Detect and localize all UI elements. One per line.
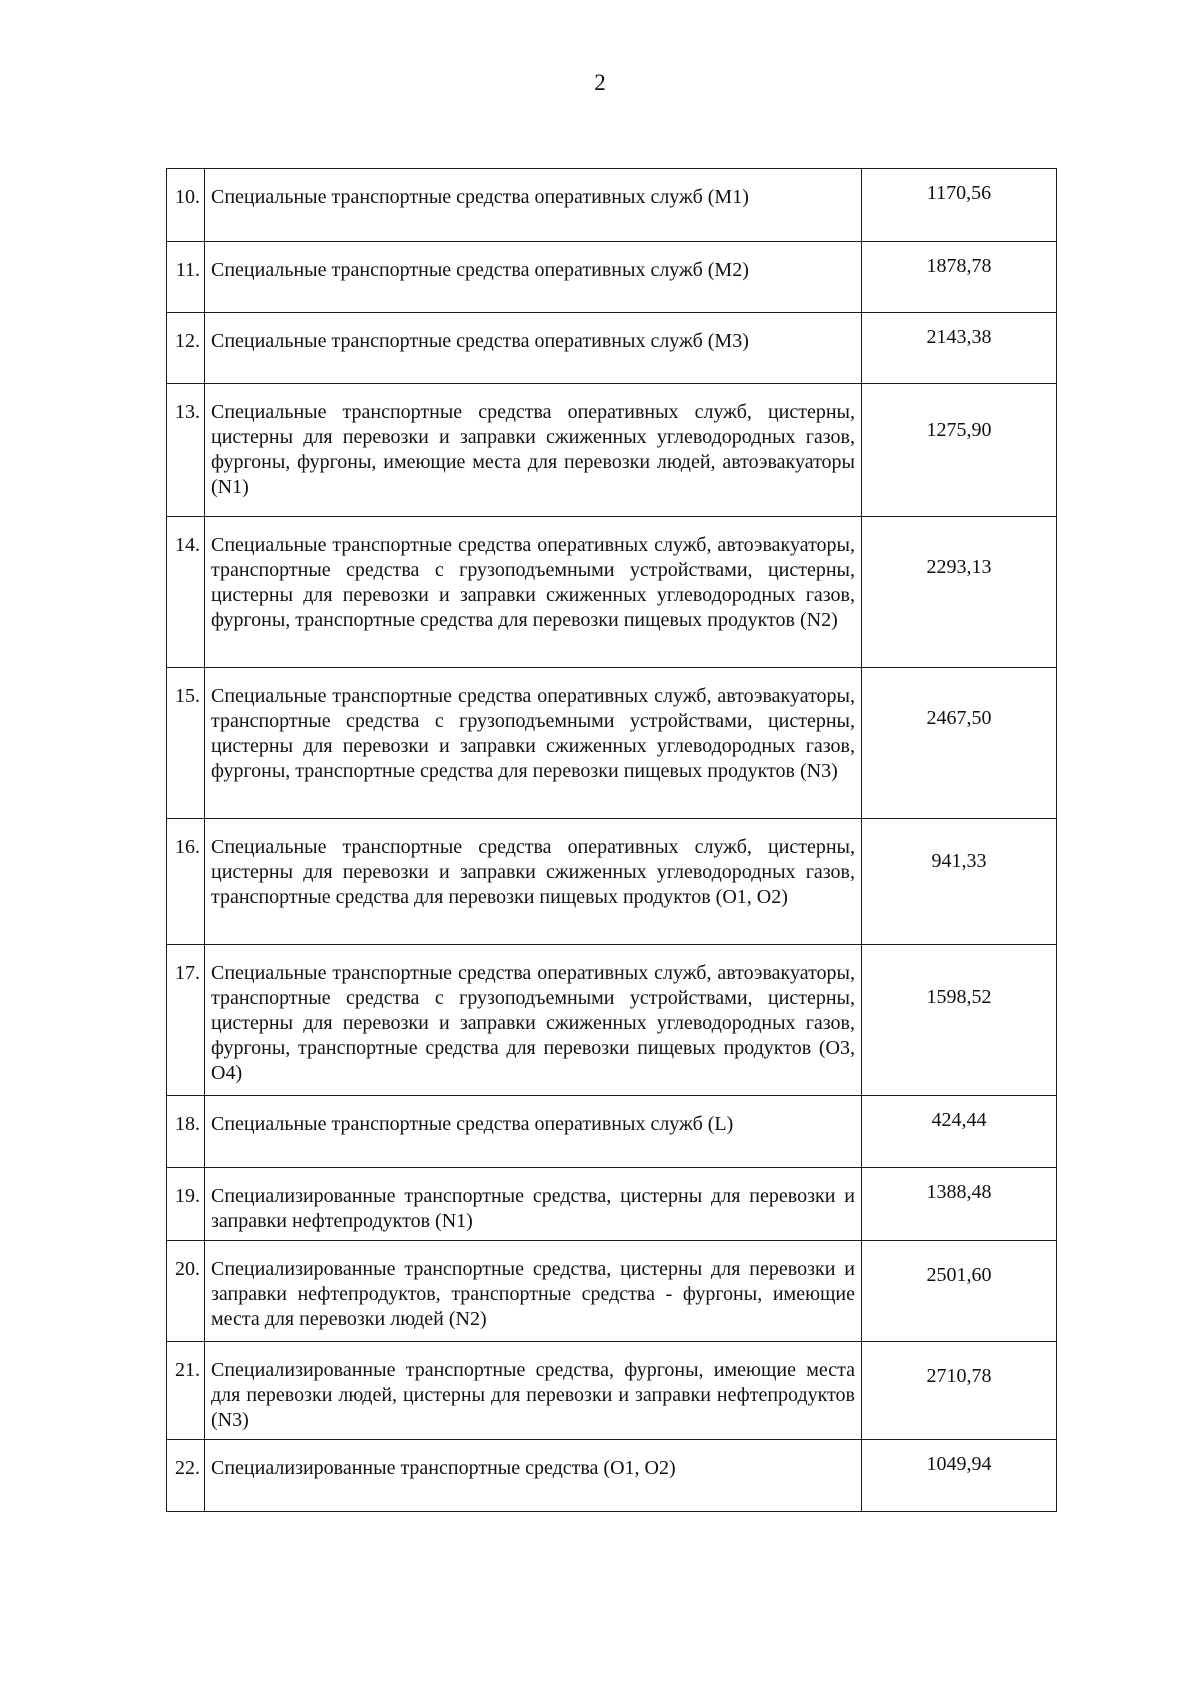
table-row (167, 1440, 1057, 1512)
table-row (167, 1342, 1057, 1440)
table-row (167, 1168, 1057, 1241)
row-value: 2143,38 (862, 313, 1057, 384)
row-value: 1049,94 (862, 1440, 1057, 1512)
row-description: Специальные транспортные средства оперативных служб (М1) (205, 169, 862, 242)
row-number: 13. (167, 384, 205, 517)
row-description: Специальные транспортные средства оперативных служб (L) (205, 1096, 862, 1168)
table-row (167, 517, 1057, 668)
row-value: 1275,90 (862, 384, 1057, 517)
row-number: 15. (167, 668, 205, 819)
row-number: 21. (167, 1342, 205, 1440)
tariff-table (166, 168, 1057, 1512)
row-value: 941,33 (862, 819, 1057, 945)
row-number: 12. (167, 313, 205, 384)
row-value: 2501,60 (862, 1241, 1057, 1342)
row-description: Специализированные транспортные средства (О1, О2) (205, 1440, 862, 1512)
row-value: 1170,56 (862, 169, 1057, 242)
table-row (167, 1241, 1057, 1342)
row-description: Специализированные транспортные средства, цистерны для перевозки и заправки нефтепродуктов, транспортные средства - фургоны, имеющие места для перевозки людей (N2) (205, 1241, 862, 1342)
table-row (167, 819, 1057, 945)
row-value: 2710,78 (862, 1342, 1057, 1440)
row-number: 10. (167, 169, 205, 242)
row-number: 20. (167, 1241, 205, 1342)
table-row (167, 945, 1057, 1096)
row-number: 14. (167, 517, 205, 668)
row-description: Специализированные транспортные средства, цистерны для перевозки и заправки нефтепродуктов (N1) (205, 1168, 862, 1241)
row-value: 424,44 (862, 1096, 1057, 1168)
table-row (167, 313, 1057, 384)
row-value: 1878,78 (862, 242, 1057, 313)
row-number: 18. (167, 1096, 205, 1168)
row-number: 17. (167, 945, 205, 1096)
table-row (167, 668, 1057, 819)
page-number: 2 (594, 70, 606, 95)
row-description: Специальные транспортные средства оперативных служб, цистерны, цистерны для перевозки и заправки сжиженных углеводородных газов, транспортные средства для перевозки пищевых продуктов (О1, О2) (205, 819, 862, 945)
table-row (167, 1096, 1057, 1168)
row-number: 11. (167, 242, 205, 313)
row-value: 1388,48 (862, 1168, 1057, 1241)
row-description: Специальные транспортные средства оперативных служб (М3) (205, 313, 862, 384)
table-row (167, 169, 1057, 242)
table-row (167, 384, 1057, 517)
row-description: Специальные транспортные средства оперативных служб, автоэвакуаторы, транспортные средства с грузоподъемными устройствами, цистерны, цистерны для перевозки и заправки сжиженных углеводородных газов, фургоны, транспортные средства для перевозки пищевых продуктов (N3) (205, 668, 862, 819)
row-value: 1598,52 (862, 945, 1057, 1096)
row-number: 16. (167, 819, 205, 945)
row-description: Специальные транспортные средства оперативных служб (М2) (205, 242, 862, 313)
row-value: 2293,13 (862, 517, 1057, 668)
row-description: Специальные транспортные средства оперативных служб, автоэвакуаторы, транспортные средства с грузоподъемными устройствами, цистерны, цистерны для перевозки и заправки сжиженных углеводородных газов, фургоны, транспортные средства для перевозки пищевых продуктов (N2) (205, 517, 862, 668)
row-description: Специальные транспортные средства оперативных служб, цистерны, цистерны для перевозки и заправки сжиженных углеводородных газов, фургоны, фургоны, имеющие места для перевозки людей, автоэвакуаторы (N1) (205, 384, 862, 517)
row-value: 2467,50 (862, 668, 1057, 819)
row-description: Специализированные транспортные средства, фургоны, имеющие места для перевозки людей, цистерны для перевозки и заправки нефтепродуктов (N3) (205, 1342, 862, 1440)
table-row (167, 242, 1057, 313)
row-number: 22. (167, 1440, 205, 1512)
row-number: 19. (167, 1168, 205, 1241)
row-description: Специальные транспортные средства оперативных служб, автоэвакуаторы, транспортные средства с грузоподъемными устройствами, цистерны, цистерны для перевозки и заправки сжиженных углеводородных газов, фургоны, транспортные средства для перевозки пищевых продуктов (О3, О4) (205, 945, 862, 1096)
